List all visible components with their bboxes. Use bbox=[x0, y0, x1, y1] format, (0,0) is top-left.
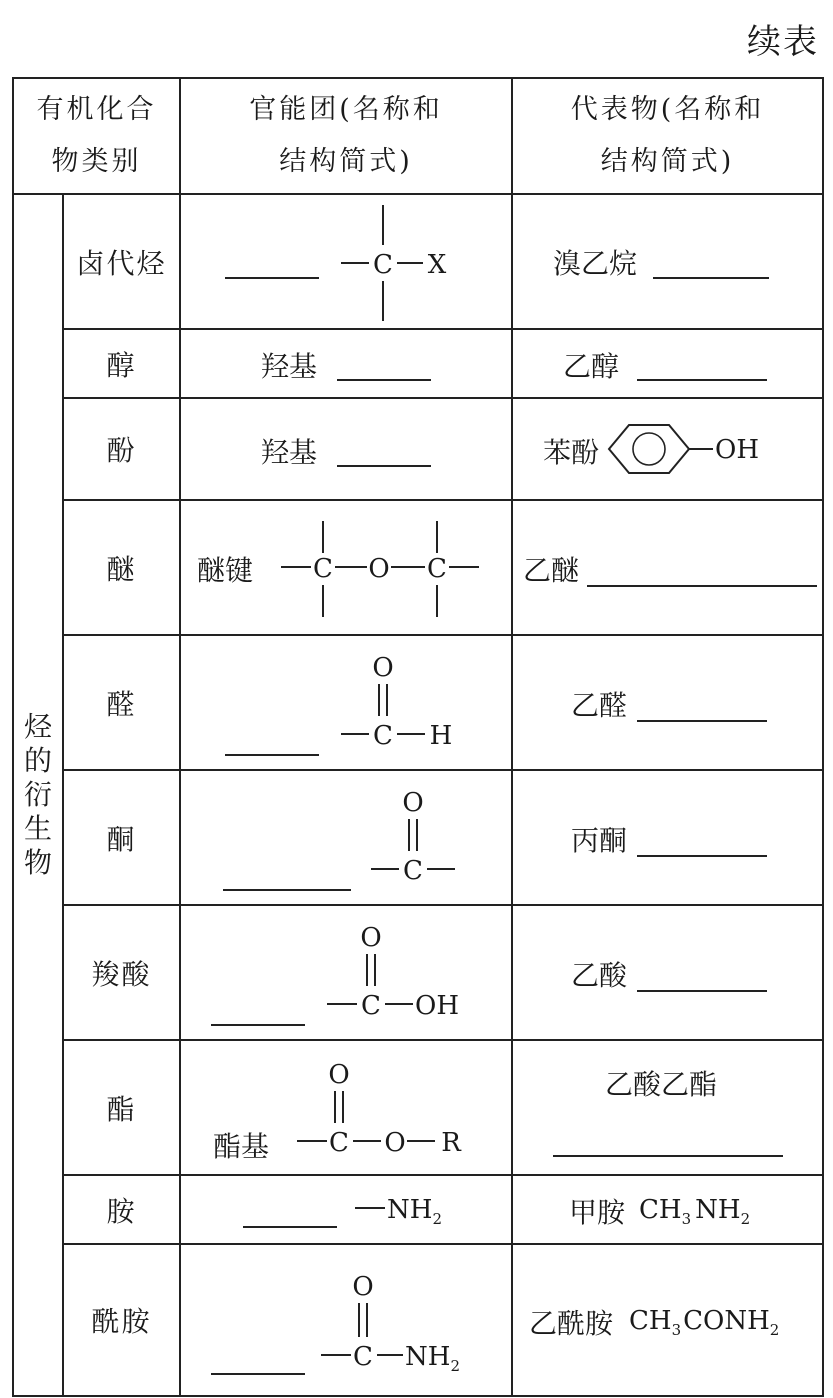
row-aldehyde bbox=[13, 635, 823, 770]
fg-amide bbox=[180, 1244, 512, 1396]
formula-ch3conh2 bbox=[629, 1306, 779, 1339]
class-ether: 醚 bbox=[63, 500, 180, 635]
rep-name: 甲胺 bbox=[569, 1196, 626, 1229]
atom-o: O bbox=[402, 788, 424, 818]
formula-ch: CH bbox=[639, 1195, 682, 1225]
class-ester: 酯 bbox=[63, 1040, 180, 1175]
rep-aldehyde bbox=[512, 635, 823, 770]
subscript: 2 bbox=[740, 1210, 751, 1228]
subscript: 3 bbox=[671, 1321, 682, 1339]
header-row bbox=[13, 78, 823, 194]
subscript: 2 bbox=[432, 1210, 442, 1228]
continued-table-label: 续表 bbox=[747, 22, 819, 62]
class-amide: 酰胺 bbox=[63, 1244, 180, 1396]
fg-ketone bbox=[180, 770, 512, 905]
rep-ester bbox=[512, 1040, 823, 1175]
row-phenol bbox=[13, 398, 823, 500]
header-category bbox=[13, 78, 180, 194]
fg-name: 醚键 bbox=[197, 554, 254, 587]
atom-c: C bbox=[329, 1128, 349, 1158]
header-category-line1: 有机化合 bbox=[36, 94, 157, 125]
group-cell bbox=[13, 194, 63, 1396]
row-ether bbox=[13, 500, 823, 635]
rep-name: 苯酚 bbox=[543, 436, 600, 469]
amine-structure bbox=[181, 1176, 513, 1243]
ether-structure bbox=[181, 501, 513, 634]
atom-c: C bbox=[373, 721, 393, 751]
class-aldehyde: 醛 bbox=[63, 635, 180, 770]
header-functional-group bbox=[180, 78, 512, 194]
subscript: 3 bbox=[681, 1210, 692, 1228]
atom-o: O bbox=[372, 653, 394, 683]
answer-blank[interactable] bbox=[653, 275, 769, 279]
row-carboxylic-acid bbox=[13, 905, 823, 1040]
answer-blank[interactable] bbox=[637, 377, 767, 381]
class-alcohol: 醇 bbox=[63, 329, 180, 398]
fg-aldehyde bbox=[180, 635, 512, 770]
amide-structure bbox=[181, 1245, 513, 1395]
header-rep-line2: 结构简式) bbox=[600, 146, 735, 177]
aldehyde-structure bbox=[181, 636, 513, 769]
fg-name: 羟基 bbox=[261, 436, 318, 469]
header-rep-line1: 代表物(名称和 bbox=[570, 94, 765, 125]
amino-nh: NH bbox=[387, 1195, 433, 1225]
rep-ketone bbox=[512, 770, 823, 905]
rep-name: 乙酸乙酯 bbox=[605, 1068, 718, 1101]
fg-phenol bbox=[180, 398, 512, 500]
atom-x: X bbox=[427, 250, 447, 280]
methylamine-formula bbox=[513, 1176, 824, 1243]
amino-label bbox=[405, 1342, 460, 1375]
row-ester bbox=[13, 1040, 823, 1175]
acetamide-formula bbox=[513, 1245, 824, 1395]
class-phenol: 酚 bbox=[63, 398, 180, 500]
class-ketone: 酮 bbox=[63, 770, 180, 905]
hydroxyl-label: OH bbox=[715, 435, 759, 465]
formula-ch3nh2 bbox=[639, 1195, 750, 1228]
atom-c: C bbox=[427, 554, 447, 584]
row-ketone bbox=[13, 770, 823, 905]
answer-blank[interactable] bbox=[587, 583, 817, 587]
answer-blank[interactable] bbox=[337, 377, 431, 381]
rep-name: 溴乙烷 bbox=[553, 247, 638, 280]
answer-blank[interactable] bbox=[637, 853, 767, 857]
rep-name: 乙酰胺 bbox=[529, 1307, 614, 1340]
fg-name: 酯基 bbox=[213, 1130, 270, 1163]
haloalkane-structure bbox=[181, 195, 513, 328]
atom-o: O bbox=[328, 1060, 350, 1090]
subscript: 2 bbox=[450, 1357, 460, 1375]
rep-name: 乙酸 bbox=[571, 959, 628, 992]
group-label: 烃的衍生物 bbox=[23, 710, 52, 879]
fg-name: 羟基 bbox=[261, 350, 318, 383]
fg-alcohol bbox=[180, 329, 512, 398]
rep-amine bbox=[512, 1175, 823, 1244]
formula-conh: CONH bbox=[683, 1306, 770, 1336]
hydroxyl-label: OH bbox=[415, 991, 459, 1021]
carboxylic-acid-structure bbox=[181, 906, 513, 1039]
phenol-structure bbox=[513, 399, 824, 499]
rep-alcohol bbox=[512, 329, 823, 398]
atom-c: C bbox=[403, 856, 423, 886]
fg-ether bbox=[180, 500, 512, 635]
rep-phenol bbox=[512, 398, 823, 500]
rep-ether bbox=[512, 500, 823, 635]
rep-name: 乙醇 bbox=[563, 350, 620, 383]
rep-name: 乙醚 bbox=[523, 554, 580, 587]
row-haloalkane bbox=[13, 194, 823, 329]
fg-ester bbox=[180, 1040, 512, 1175]
amino-label bbox=[387, 1195, 442, 1228]
header-fg-line2: 结构简式) bbox=[279, 146, 413, 177]
atom-c: C bbox=[353, 1342, 373, 1372]
rep-name: 丙酮 bbox=[571, 824, 628, 857]
ketone-structure bbox=[181, 771, 513, 904]
answer-blank[interactable] bbox=[637, 718, 767, 722]
header-representative bbox=[512, 78, 823, 194]
ester-structure bbox=[181, 1041, 513, 1174]
atom-r: R bbox=[441, 1128, 461, 1158]
rep-carboxylic-acid bbox=[512, 905, 823, 1040]
organic-compounds-table bbox=[12, 77, 824, 1397]
atom-o: O bbox=[360, 923, 382, 953]
row-alcohol bbox=[13, 329, 823, 398]
atom-o: O bbox=[384, 1128, 406, 1158]
formula-nh: NH bbox=[695, 1195, 741, 1225]
rep-haloalkane bbox=[512, 194, 823, 329]
rep-name: 乙醛 bbox=[571, 689, 628, 722]
fg-haloalkane bbox=[180, 194, 512, 329]
class-carboxylic-acid: 羧酸 bbox=[63, 905, 180, 1040]
row-amide bbox=[13, 1244, 823, 1396]
atom-o: O bbox=[352, 1272, 374, 1302]
subscript: 2 bbox=[769, 1321, 780, 1339]
answer-blank[interactable] bbox=[637, 988, 767, 992]
header-fg-line1: 官能团(名称和 bbox=[249, 94, 443, 125]
answer-blank[interactable] bbox=[553, 1153, 783, 1157]
class-amine: 胺 bbox=[63, 1175, 180, 1244]
class-haloalkane: 卤代烃 bbox=[63, 194, 180, 329]
atom-h: H bbox=[429, 721, 453, 751]
atom-c: C bbox=[361, 991, 381, 1021]
formula-ch: CH bbox=[629, 1306, 672, 1336]
fg-carboxylic-acid bbox=[180, 905, 512, 1040]
header-category-line2: 物类别 bbox=[51, 146, 142, 177]
row-amine bbox=[13, 1175, 823, 1244]
fg-amine bbox=[180, 1175, 512, 1244]
atom-o: O bbox=[368, 554, 390, 584]
atom-c: C bbox=[313, 554, 333, 584]
amino-nh: NH bbox=[405, 1342, 451, 1372]
rep-amide bbox=[512, 1244, 823, 1396]
answer-blank[interactable] bbox=[337, 463, 431, 467]
atom-c: C bbox=[373, 250, 393, 280]
